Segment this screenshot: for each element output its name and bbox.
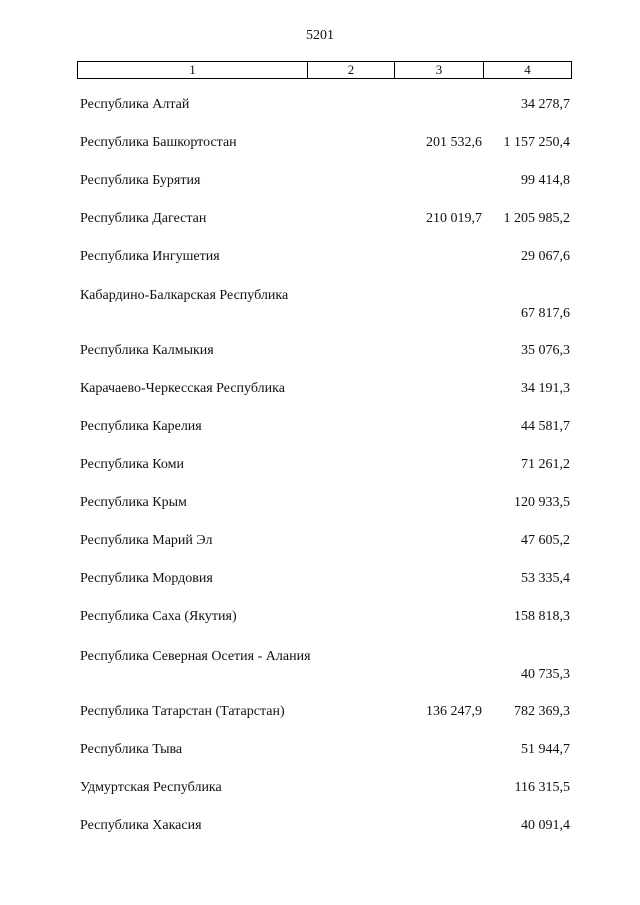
value-col4: 40 091,4 — [521, 818, 570, 833]
region-name: Кабардино-Балкарская Республика — [80, 288, 289, 303]
region-name: Республика Калмыкия — [80, 343, 214, 358]
region-name: Республика Карелия — [80, 419, 202, 434]
region-name: Республика Марий Эл — [80, 533, 213, 548]
region-name: Республика Хакасия — [80, 818, 202, 833]
value-col4: 1 205 985,2 — [503, 211, 570, 226]
value-col4: 47 605,2 — [521, 533, 570, 548]
region-name: Республика Северная Осетия - Алания — [80, 649, 311, 664]
region-name: Республика Саха (Якутия) — [80, 609, 237, 624]
region-name: Республика Татарстан (Татарстан) — [80, 704, 285, 719]
value-col4: 35 076,3 — [521, 343, 570, 358]
value-col4: 44 581,7 — [521, 419, 570, 434]
region-name: Республика Бурятия — [80, 173, 201, 188]
region-name: Республика Алтай — [80, 97, 190, 112]
value-col3: 136 247,9 — [426, 704, 482, 719]
value-col4: 34 278,7 — [521, 97, 570, 112]
column-header-4: 4 — [524, 62, 531, 77]
region-name: Республика Ингушетия — [80, 249, 220, 264]
column-header-1: 1 — [78, 62, 308, 78]
column-header-row — [77, 61, 572, 79]
region-name: Республика Крым — [80, 495, 187, 510]
value-col3: 210 019,7 — [426, 211, 482, 226]
value-col4: 67 817,6 — [521, 306, 570, 321]
region-name: Республика Тыва — [80, 742, 183, 757]
value-col4: 1 157 250,4 — [503, 135, 570, 150]
value-col4: 40 735,3 — [521, 667, 570, 682]
page-number: 5201 — [306, 28, 334, 43]
value-col4: 120 933,5 — [514, 495, 570, 510]
value-col4: 29 067,6 — [521, 249, 570, 264]
column-header-2: 2 — [308, 62, 395, 78]
column-header-3: 3 — [395, 62, 484, 78]
value-col4: 158 818,3 — [514, 609, 570, 624]
value-col4: 34 191,3 — [521, 381, 570, 396]
region-name: Республика Башкортостан — [80, 135, 237, 150]
region-name: Республика Дагестан — [80, 211, 207, 226]
value-col4: 99 414,8 — [521, 173, 570, 188]
value-col4: 51 944,7 — [521, 742, 570, 757]
region-name: Удмуртская Республика — [80, 780, 222, 795]
value-col4: 53 335,4 — [521, 571, 570, 586]
value-col4: 782 369,3 — [514, 704, 570, 719]
region-name: Республика Мордовия — [80, 571, 213, 586]
region-name: Республика Коми — [80, 457, 184, 472]
value-col4: 71 261,2 — [521, 457, 570, 472]
value-col4: 116 315,5 — [514, 780, 570, 795]
value-col3: 201 532,6 — [426, 135, 482, 150]
region-name: Карачаево-Черкесская Республика — [80, 381, 285, 396]
